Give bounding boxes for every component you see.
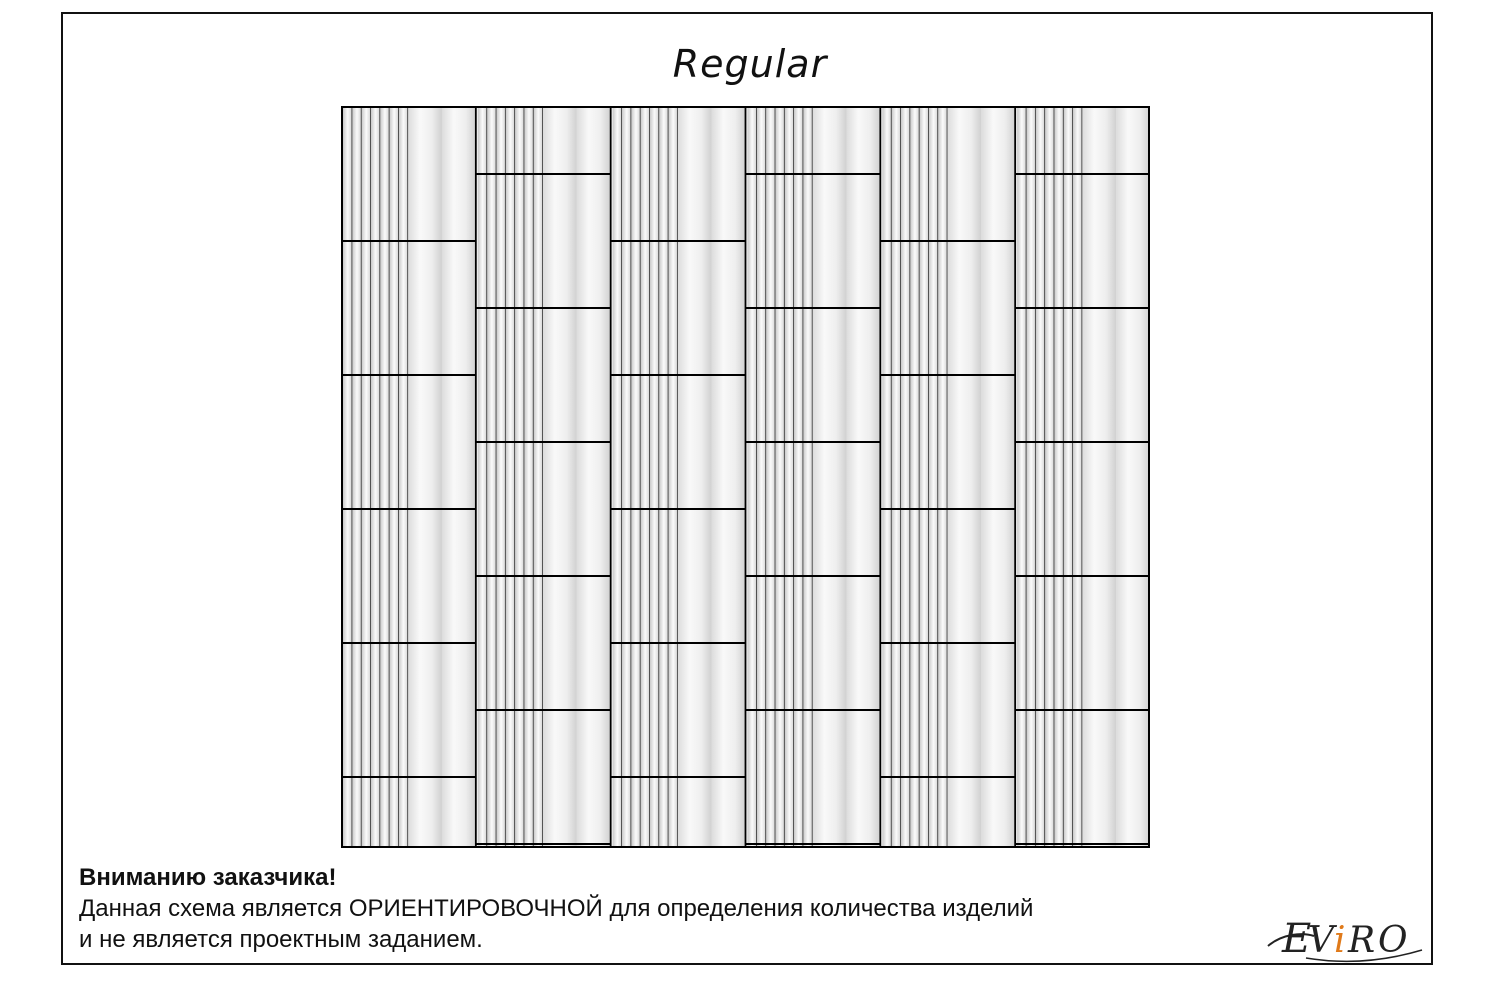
customer-notice bbox=[79, 862, 1033, 955]
svg-text:O: O bbox=[1378, 920, 1408, 961]
panel-layout-diagram bbox=[341, 106, 1150, 848]
svg-text:R: R bbox=[1348, 920, 1376, 961]
panel-column-6 bbox=[1015, 106, 1150, 848]
svg-text:V: V bbox=[1308, 920, 1334, 961]
notice-line-2: и не является проектным заданием. bbox=[79, 926, 483, 953]
notice-heading: Вниманию заказчика! bbox=[79, 864, 337, 891]
panel-column-3 bbox=[611, 106, 746, 848]
svg-text:E: E bbox=[1282, 916, 1312, 962]
panel-column-4 bbox=[746, 106, 881, 848]
panel-column-2 bbox=[476, 106, 611, 848]
notice-line-1: Данная схема является ОРИЕНТИРОВОЧНОЙ для определения количества изделий bbox=[79, 895, 1034, 922]
panel-column-1 bbox=[341, 106, 476, 848]
panel-column-5 bbox=[880, 106, 1015, 848]
eviro-logo bbox=[1262, 906, 1432, 966]
layout-title: Regular bbox=[672, 42, 828, 86]
svg-text:i: i bbox=[1334, 920, 1346, 961]
